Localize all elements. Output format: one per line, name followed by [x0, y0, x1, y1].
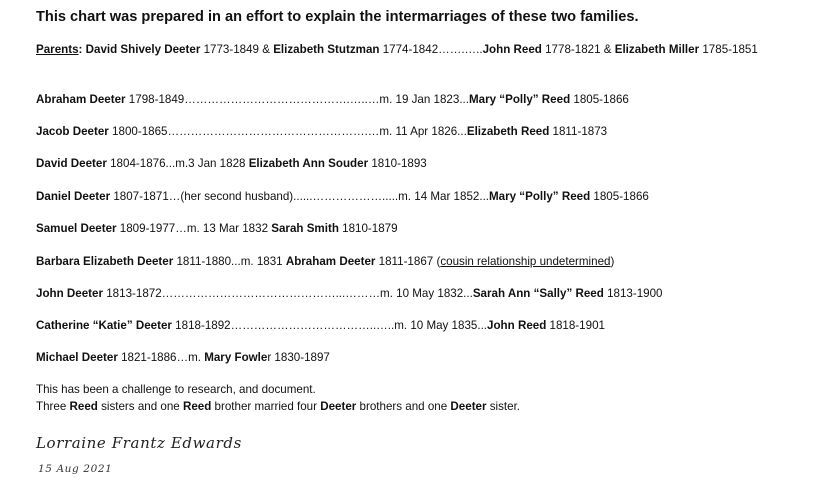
- cousin-note: cousin relationship undetermined: [440, 255, 611, 268]
- father2-name: John Reed: [482, 43, 542, 56]
- note-surname: Reed: [69, 400, 98, 413]
- spouse-years: 1813-1900: [603, 287, 663, 300]
- note-close-paren: ): [610, 255, 615, 268]
- note-text: brother married four: [211, 400, 321, 413]
- spouse-name: Elizabeth Reed: [466, 125, 550, 138]
- father2-years: 1778-1821 &: [541, 43, 615, 56]
- spouse-name: Elizabeth Ann Souder: [248, 157, 369, 170]
- closing-note-line-1: This has been a challenge to research, and document.: [36, 383, 316, 396]
- marriage-detail: 1821-1886…m.: [117, 351, 205, 364]
- person-name: Samuel Deeter: [36, 222, 117, 235]
- marriage-detail: 1804-1876...m.3 Jan 1828: [106, 157, 249, 170]
- marriage-detail: 1813-1872………………………………………...………m. 10 May 1832...: [103, 287, 473, 300]
- spouse-years: r 1830-1897: [267, 351, 330, 364]
- person-name: Catherine “Katie” Deeter: [36, 319, 172, 332]
- person-name: Barbara Elizabeth Deeter: [36, 255, 174, 268]
- marriage-row: [36, 157, 427, 171]
- spouse-years: 1805-1866: [590, 190, 649, 203]
- note-text: sister.: [486, 400, 521, 413]
- spouse-years: 1810-1893: [368, 157, 427, 170]
- marriage-detail: 1818-1892………………………………..…..m. 10 May 1835...: [171, 319, 488, 332]
- parents-colon: :: [78, 43, 86, 56]
- note-text: brothers and one: [356, 400, 451, 413]
- mother1-name: Elizabeth Stutzman: [273, 43, 380, 56]
- marriage-detail: 1798-1849…………………………………….…..…m. 19 Jan 1823...: [125, 93, 469, 106]
- marriage-row: [36, 93, 629, 107]
- note-open-paren: (: [436, 255, 441, 268]
- mother2-name: Elizabeth Miller: [614, 43, 700, 56]
- author-signature: Lorraine Frantz Edwards: [36, 434, 242, 452]
- note-text: Three: [36, 400, 70, 413]
- person-name: Michael Deeter: [36, 351, 118, 364]
- person-name: Daniel Deeter: [36, 190, 111, 203]
- person-name: John Deeter: [36, 287, 104, 300]
- marriage-row: [36, 125, 607, 139]
- spouse-years: 1811-1867: [375, 255, 437, 268]
- note-surname: Deeter: [320, 400, 357, 413]
- spouse-years: 1810-1879: [338, 222, 398, 235]
- mother1-years: 1774-1842…….…..: [379, 43, 483, 56]
- person-name: Abraham Deeter: [36, 93, 126, 106]
- person-name: David Deeter: [36, 157, 107, 170]
- spouse-name: John Reed: [487, 319, 547, 332]
- spouse-name: Sarah Smith: [271, 222, 339, 235]
- note-surname: Deeter: [450, 400, 487, 413]
- mother2-years: 1785-1851: [699, 43, 758, 56]
- marriage-row: [36, 319, 605, 333]
- marriage-row: [36, 351, 330, 365]
- spouse-years: 1805-1866: [570, 93, 629, 106]
- marriage-detail: 1807-1871…(her second husband)......……………….....m. 14 Mar 1852...: [110, 190, 490, 203]
- parents-line: [36, 43, 758, 57]
- note-text: sisters and one: [97, 400, 183, 413]
- marriage-detail: 1809-1977…m. 13 Mar 1832: [116, 222, 272, 235]
- marriage-detail: 1811-1880...m. 1831: [173, 255, 286, 268]
- spouse-name: Mary Fowle: [204, 351, 268, 364]
- father1-name: David Shively Deeter: [85, 43, 201, 56]
- spouse-name: Mary “Polly” Reed: [489, 190, 591, 203]
- chart-title: This chart was prepared in an effort to explain the intermarriages of these two families.: [36, 9, 639, 25]
- note-surname: Reed: [182, 400, 212, 413]
- person-name: Jacob Deeter: [36, 125, 109, 138]
- marriage-row: [36, 287, 663, 301]
- signature-date: 15 Aug 2021: [38, 463, 113, 475]
- spouse-name: Mary “Polly” Reed: [469, 93, 571, 106]
- parents-label: Parents: [36, 43, 79, 56]
- marriage-detail: 1800-1865…………………………………………….…m. 11 Apr 1826...: [108, 125, 467, 138]
- spouse-years: 1811-1873: [549, 125, 608, 138]
- father1-years: 1773-1849 &: [200, 43, 274, 56]
- spouse-name: Abraham Deeter: [285, 255, 376, 268]
- marriage-row: [36, 190, 649, 204]
- closing-note-line-2: [36, 400, 520, 414]
- spouse-years: 1818-1901: [546, 319, 605, 332]
- marriage-row: [36, 222, 398, 236]
- spouse-name: Sarah Ann “Sally” Reed: [472, 287, 604, 300]
- marriage-row: [36, 255, 614, 269]
